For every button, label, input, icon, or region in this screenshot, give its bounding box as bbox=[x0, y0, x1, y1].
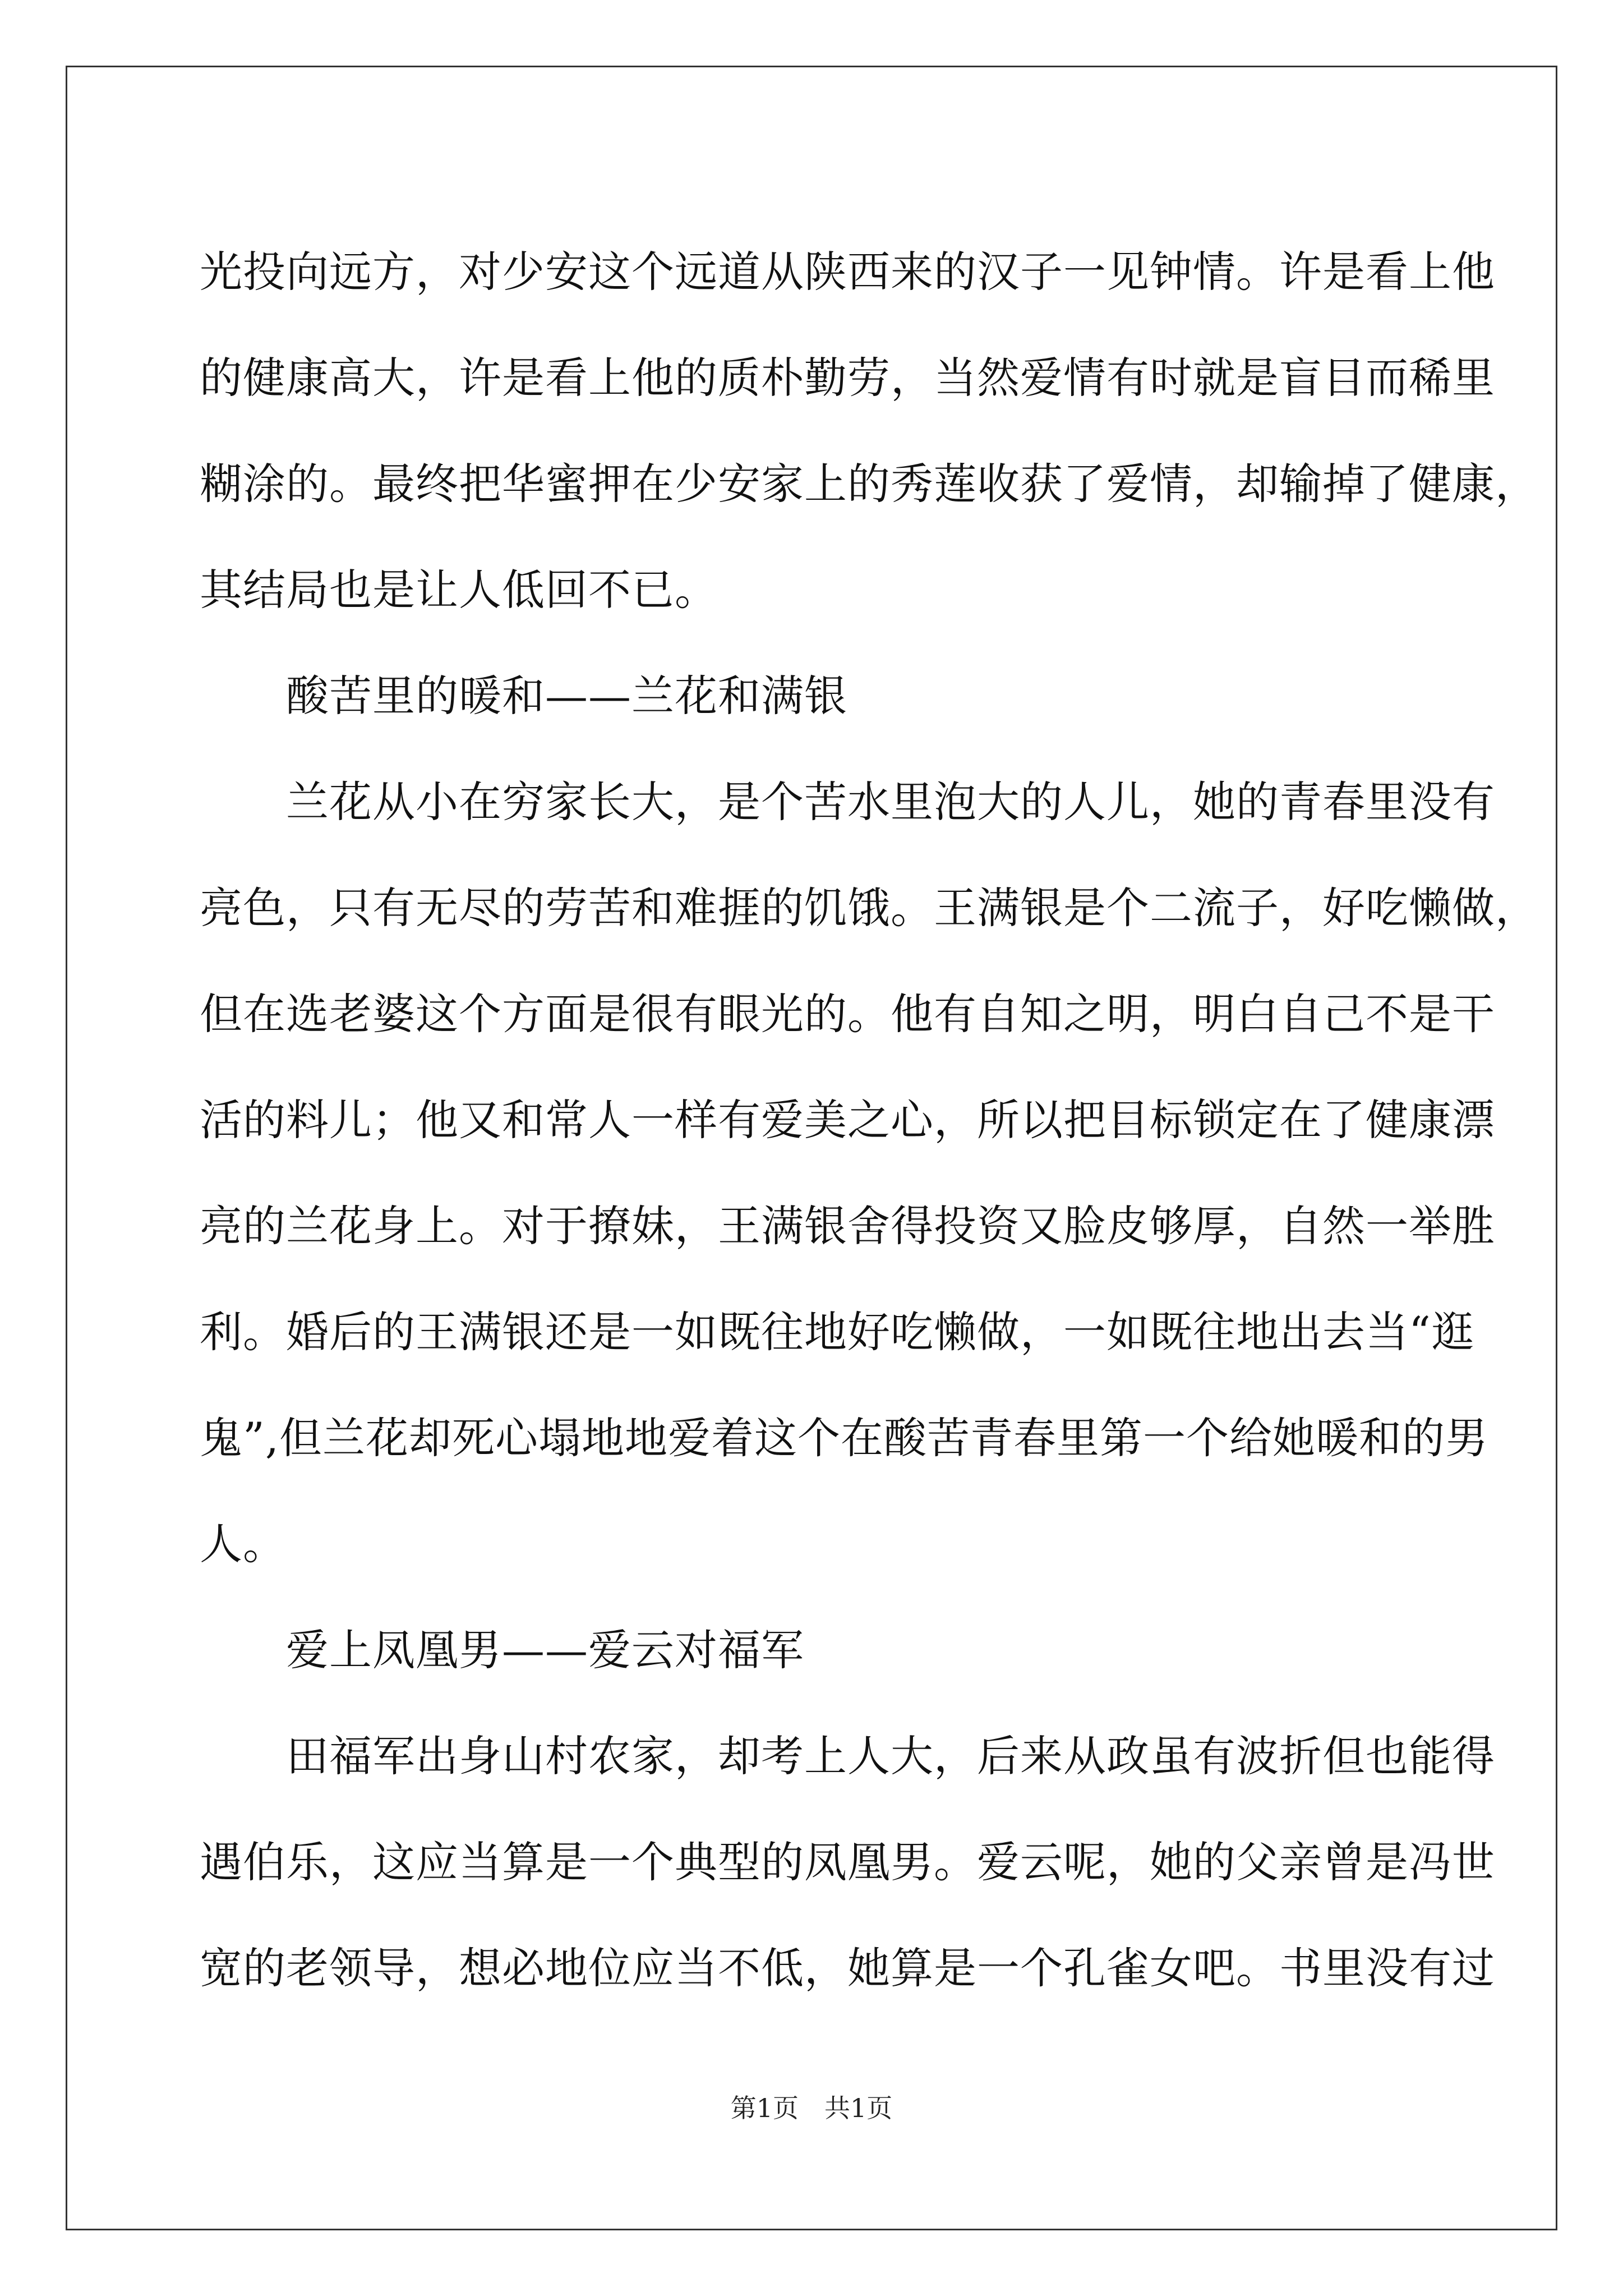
text-line: 的健康高大，许是看上他的质朴勤劳，当然爱情有时就是盲目而稀里 bbox=[200, 353, 1495, 403]
text-line: 人。 bbox=[200, 1519, 286, 1569]
text-line: 田福军出身山村农家，却考上人大，后来从政虽有波折但也能得 bbox=[200, 1731, 1495, 1781]
text-line: 兰花从小在穷家长大，是个苦水里泡大的人儿，她的青春里没有 bbox=[200, 777, 1495, 827]
section-heading: 酸苦里的暖和——兰花和满银 bbox=[200, 671, 847, 721]
text-line: 糊涂的。最终把华蜜押在少安家上的秀莲收获了爱情，却输掉了健康， bbox=[200, 459, 1538, 509]
text-line: 遇伯乐，这应当算是一个典型的凤凰男。爱云呢，她的父亲曾是冯世 bbox=[200, 1837, 1495, 1887]
text-line: 鬼”,但兰花却死心塌地地爱着这个在酸苦青春里第一个给她暖和的男 bbox=[200, 1413, 1489, 1463]
text-line: 但在选老婆这个方面是很有眼光的。他有自知之明，明白自己不是干 bbox=[200, 989, 1495, 1039]
text-line: 宽的老领导，想必地位应当不低，她算是一个孔雀女吧。书里没有过 bbox=[200, 1943, 1495, 1993]
text-line: 其结局也是让人低回不已。 bbox=[200, 565, 718, 615]
text-line: 活的料儿；他又和常人一样有爱美之心，所以把目标锁定在了健康漂 bbox=[200, 1095, 1495, 1145]
section-heading: 爱上凤凰男——爱云对福军 bbox=[200, 1625, 804, 1675]
text-line: 光投向远方，对少安这个远道从陕西来的汉子一见钟情。许是看上他 bbox=[200, 247, 1495, 297]
text-line: 亮的兰花身上。对于撩妹，王满银舍得投资又脸皮够厚，自然一举胜 bbox=[200, 1201, 1495, 1251]
text-line: 利。婚后的王满银还是一如既往地好吃懒做，一如既往地出去当“逛 bbox=[200, 1307, 1474, 1357]
page-number-footer: 第1页 共1页 bbox=[730, 2093, 893, 2123]
text-line: 亮色，只有无尽的劳苦和难捱的饥饿。王满银是个二流子，好吃懒做， bbox=[200, 883, 1538, 933]
document-body bbox=[200, 219, 1538, 2021]
